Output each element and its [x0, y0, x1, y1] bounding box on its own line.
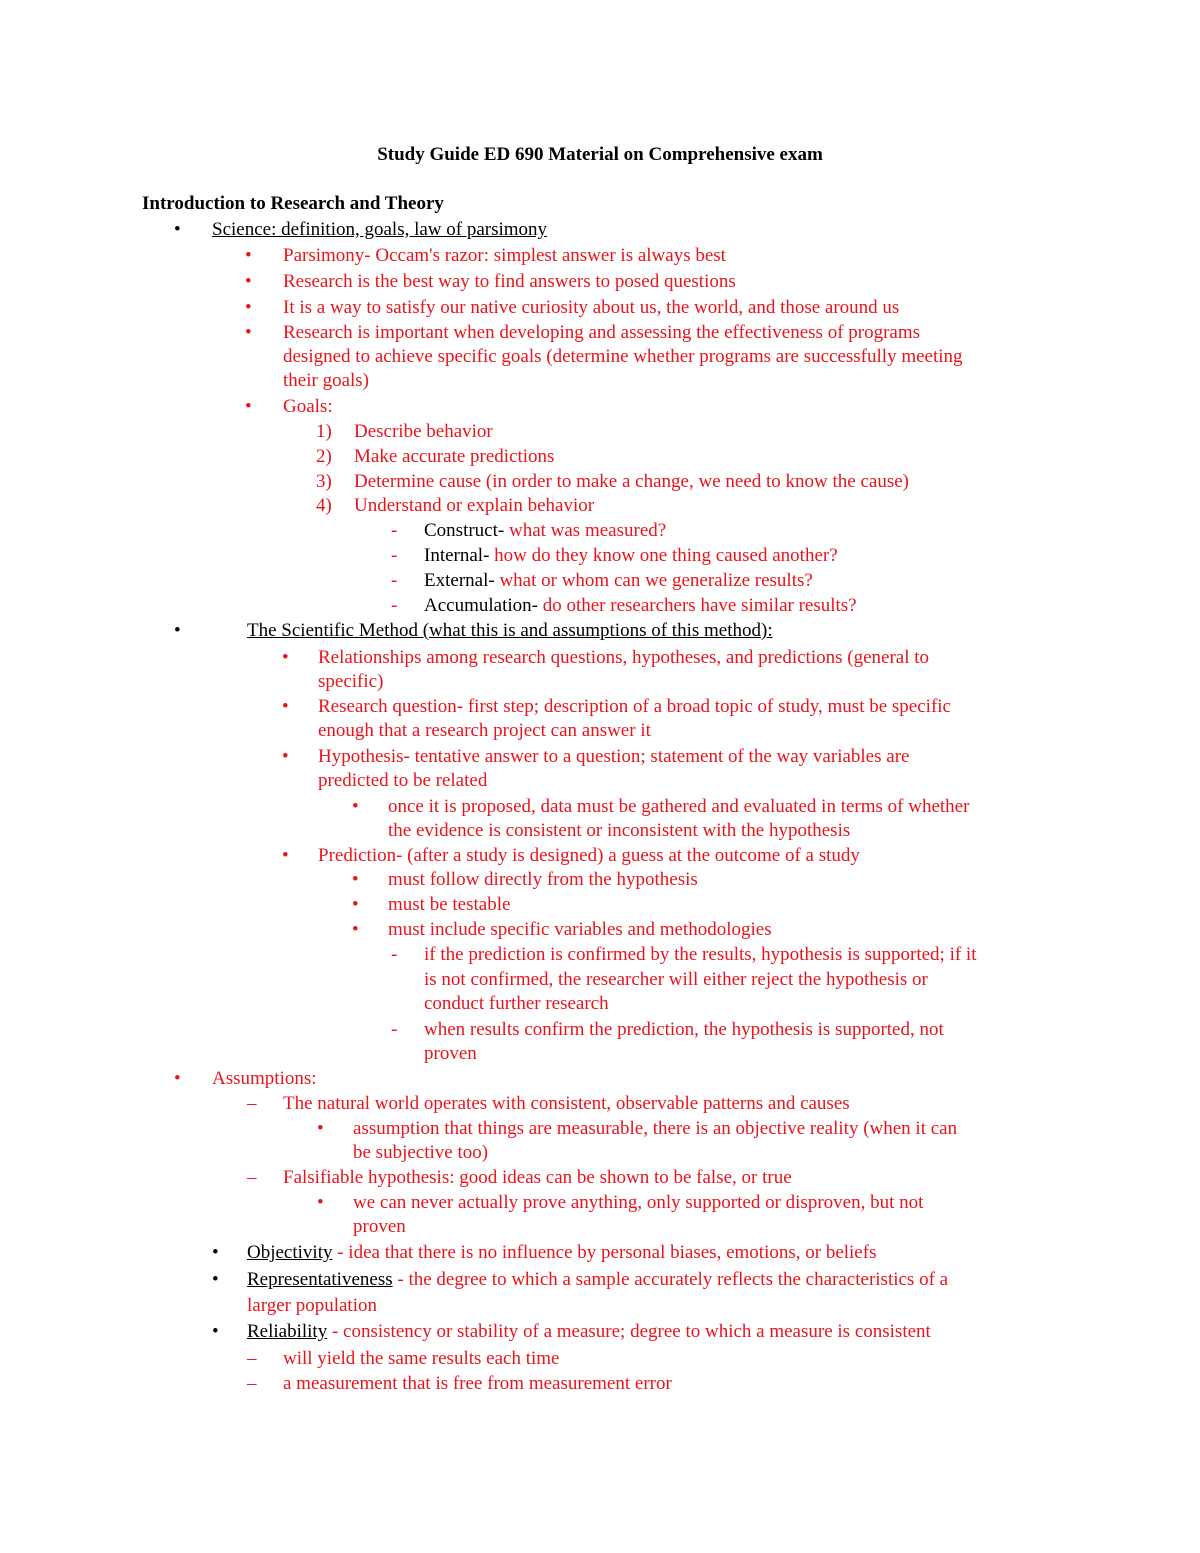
list-item	[247, 1241, 876, 1265]
term-description: how do they know one thing caused another?	[494, 545, 838, 566]
list-marker	[317, 1117, 324, 1141]
list-item	[388, 893, 510, 917]
list-item	[424, 594, 857, 618]
list-item-text: Determine cause (in order to make a change, we need to know the cause)	[354, 471, 909, 492]
list-marker: •	[245, 322, 252, 343]
list-marker: •	[245, 297, 252, 318]
list-marker: •	[282, 746, 289, 767]
term-description: what or whom can we generalize results?	[499, 570, 813, 591]
list-marker: -	[391, 570, 398, 591]
term-description: what was measured?	[508, 520, 667, 541]
list-marker	[391, 544, 397, 568]
term: Construct-	[424, 520, 509, 541]
list-marker	[174, 619, 181, 643]
list-item-label: The Scientific Method (what this is and assumptions of this method):	[247, 620, 773, 641]
list-marker	[391, 519, 397, 543]
list-marker: •	[317, 1192, 324, 1213]
term-description: - consistency or stability of a measure; degree to which a measure is consistent	[327, 1321, 931, 1342]
list-marker	[247, 1166, 257, 1190]
list-item	[212, 1067, 317, 1091]
list-marker: –	[247, 1093, 257, 1114]
list-marker: -	[391, 595, 398, 616]
list-item-text: Research is important when developing and assessing the effectiveness of programs	[283, 322, 921, 343]
list-number	[316, 445, 332, 469]
list-item-text: enough that a research project can answer it	[318, 720, 651, 741]
list-item	[424, 1018, 944, 1042]
list-item-text: Describe behavior	[354, 421, 493, 442]
list-item-text: designed to achieve specific goals (determine whether programs are successfully meeting	[283, 346, 963, 367]
list-item-label: Science: definition, goals, law of parsimony	[212, 219, 548, 240]
list-marker: •	[174, 620, 181, 641]
list-marker: -	[391, 1019, 398, 1040]
list-item	[354, 420, 493, 444]
term: Reliability	[247, 1321, 328, 1342]
list-marker: •	[352, 796, 359, 817]
list-marker: •	[212, 1321, 219, 1342]
list-item	[283, 1347, 559, 1371]
section-heading: Introduction to Research and Theory	[142, 193, 444, 214]
list-item-text: be subjective too)	[353, 1142, 489, 1163]
list-item	[424, 569, 813, 593]
list-item-text: predicted to be related	[318, 770, 488, 791]
list-marker: •	[282, 845, 289, 866]
list-item	[283, 369, 369, 393]
list-marker	[352, 918, 359, 942]
list-item-text: when results confirm the prediction, the hypothesis is supported, not	[424, 1019, 944, 1040]
list-item	[353, 1191, 923, 1215]
list-number: 1)	[316, 421, 332, 442]
list-marker: •	[352, 919, 359, 940]
list-marker	[245, 270, 252, 294]
list-marker	[247, 1347, 257, 1371]
list-marker	[352, 795, 359, 819]
list-number: 2)	[316, 446, 332, 467]
list-marker: •	[352, 894, 359, 915]
list-marker: •	[245, 396, 252, 417]
list-item-text: Understand or explain behavior	[354, 495, 595, 516]
list-item	[283, 1372, 672, 1396]
list-item-text: is not confirmed, the researcher will either reject the hypothesis or	[424, 969, 928, 990]
list-marker	[247, 1372, 257, 1396]
list-marker: •	[212, 1269, 219, 1290]
list-item	[424, 968, 928, 992]
list-marker	[245, 244, 252, 268]
list-item-text: proven	[424, 1043, 477, 1064]
list-marker	[245, 321, 252, 345]
term-description: larger population	[247, 1295, 377, 1316]
list-item	[318, 769, 487, 793]
list-item	[424, 943, 977, 967]
list-item	[283, 1166, 792, 1190]
term: Accumulation-	[424, 595, 543, 616]
list-marker: •	[282, 696, 289, 717]
list-item	[283, 244, 726, 268]
list-item	[424, 544, 838, 568]
list-item	[354, 445, 554, 469]
list-item	[388, 918, 772, 942]
list-item	[353, 1215, 406, 1239]
list-marker	[282, 695, 289, 719]
list-marker	[174, 218, 181, 242]
list-number: 3)	[316, 471, 332, 492]
list-item-text: specific)	[318, 671, 384, 692]
list-item	[283, 345, 963, 369]
term: Representativeness	[247, 1269, 393, 1290]
list-marker	[391, 943, 397, 967]
list-marker	[282, 646, 289, 670]
list-item-label: Assumptions:	[212, 1068, 317, 1089]
list-item-text: we can never actually prove anything, only supported or disproven, but not	[353, 1192, 924, 1213]
list-marker	[245, 296, 252, 320]
list-item-text: Research is the best way to find answers to posed questions	[283, 271, 736, 292]
list-marker: -	[391, 944, 398, 965]
list-item	[212, 218, 547, 242]
list-item-text: Prediction- (after a study is designed) a guess at the outcome of a study	[318, 845, 860, 866]
list-marker	[212, 1241, 219, 1265]
list-item-text: must be testable	[388, 894, 511, 915]
list-item	[354, 494, 594, 518]
list-item	[424, 519, 666, 543]
list-item-text: once it is proposed, data must be gathered and evaluated in terms of whether	[388, 796, 970, 817]
list-item	[318, 646, 929, 670]
list-marker: -	[391, 520, 398, 541]
list-item-text: Make accurate predictions	[354, 446, 555, 467]
list-marker	[212, 1320, 219, 1344]
list-marker	[282, 844, 289, 868]
list-marker: •	[174, 219, 181, 240]
list-marker: •	[245, 245, 252, 266]
list-marker: •	[245, 271, 252, 292]
list-number	[316, 494, 332, 518]
list-item	[354, 470, 909, 494]
list-item	[353, 1141, 488, 1165]
list-marker	[391, 1018, 397, 1042]
list-item	[283, 270, 736, 294]
list-item-text: Relationships among research questions, hypotheses, and predictions (general to	[318, 647, 930, 668]
list-item-text: It is a way to satisfy our native curiosity about us, the world, and those around us	[283, 297, 900, 318]
list-item-text: if the prediction is confirmed by the results, hypothesis is supported; if it	[424, 944, 977, 965]
list-item	[318, 745, 909, 769]
list-number	[316, 420, 332, 444]
list-marker	[245, 395, 252, 419]
term-description: - the degree to which a sample accurately reflects the characteristics of a	[392, 1269, 949, 1290]
list-number: 4)	[316, 495, 332, 516]
list-marker: •	[282, 647, 289, 668]
list-item-text: Hypothesis- tentative answer to a question; statement of the way variables are	[318, 746, 910, 767]
list-item	[283, 321, 920, 345]
term: Internal-	[424, 545, 495, 566]
list-item	[388, 795, 969, 819]
list-marker: –	[247, 1348, 257, 1369]
list-item-text: will yield the same results each time	[283, 1348, 560, 1369]
list-marker: •	[212, 1242, 219, 1263]
list-marker	[282, 745, 289, 769]
list-item	[424, 992, 609, 1016]
list-item-text: Research question- first step; description of a broad topic of study, must be specific	[318, 696, 951, 717]
list-item	[424, 1042, 477, 1066]
list-marker	[391, 594, 397, 618]
list-item	[353, 1117, 957, 1141]
list-item	[283, 296, 899, 320]
list-item	[247, 1268, 948, 1292]
list-marker	[317, 1191, 324, 1215]
list-marker: –	[247, 1373, 257, 1394]
list-marker	[174, 1067, 181, 1091]
list-item-text: the evidence is consistent or inconsistent with the hypothesis	[388, 820, 851, 841]
list-item-text: must follow directly from the hypothesis	[388, 869, 698, 890]
list-item-text: must include specific variables and methodologies	[388, 919, 772, 940]
list-item-text: The natural world operates with consistent, observable patterns and causes	[283, 1093, 850, 1114]
list-item	[283, 1092, 850, 1116]
list-marker	[247, 1092, 257, 1116]
list-item-text: proven	[353, 1216, 406, 1237]
term: External-	[424, 570, 500, 591]
list-marker	[391, 569, 397, 593]
list-item	[388, 819, 850, 843]
list-item	[318, 695, 951, 719]
list-item-text: a measurement that is free from measurement error	[283, 1373, 672, 1394]
list-marker	[212, 1268, 219, 1292]
list-item-text: assumption that things are measurable, there is an objective reality (when it can	[353, 1118, 958, 1139]
term-description: - idea that there is no influence by personal biases, emotions, or beliefs	[332, 1242, 877, 1263]
list-item-text: conduct further research	[424, 993, 609, 1014]
list-marker	[352, 868, 359, 892]
term: Objectivity	[247, 1242, 333, 1263]
list-item-text: Falsifiable hypothesis: good ideas can be shown to be false, or true	[283, 1167, 792, 1188]
list-number	[316, 470, 332, 494]
list-item	[247, 619, 773, 643]
list-item	[388, 868, 698, 892]
list-item-text: Parsimony- Occam's razor: simplest answer is always best	[283, 245, 726, 266]
list-item	[318, 844, 860, 868]
list-item	[283, 395, 333, 419]
list-item-text: their goals)	[283, 370, 370, 391]
list-marker	[352, 893, 359, 917]
list-item	[318, 719, 651, 743]
page-title: Study Guide ED 690 Material on Comprehensive exam	[377, 144, 823, 165]
list-marker: -	[391, 545, 398, 566]
list-item-label: Goals:	[283, 396, 333, 417]
list-marker: •	[174, 1068, 181, 1089]
list-marker: •	[317, 1118, 324, 1139]
list-marker: –	[247, 1167, 257, 1188]
term-description: do other researchers have similar results?	[542, 595, 857, 616]
list-item	[318, 670, 383, 694]
list-marker: •	[352, 869, 359, 890]
list-item	[247, 1320, 931, 1344]
list-item	[247, 1294, 377, 1318]
